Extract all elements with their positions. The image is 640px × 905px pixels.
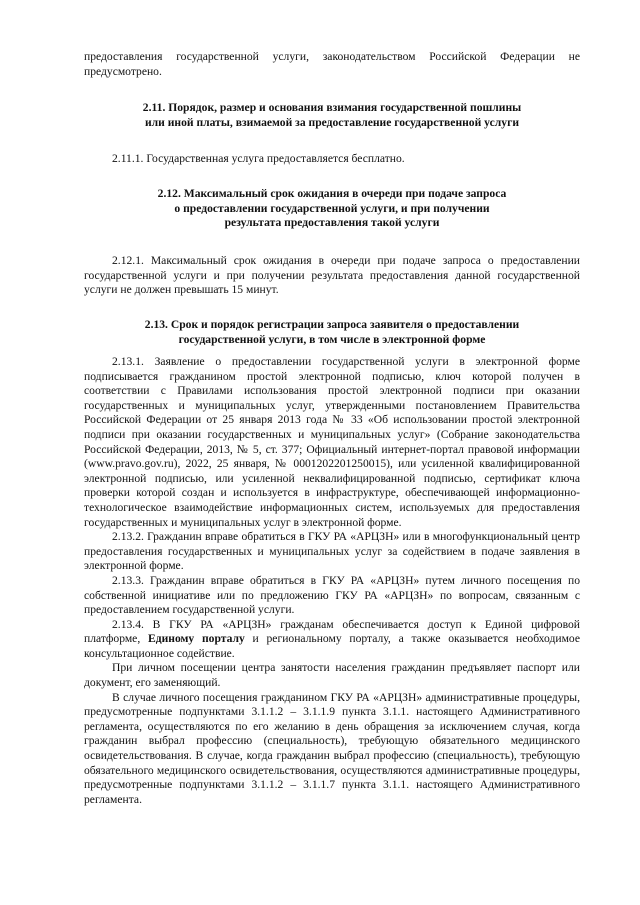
section-2-12-heading-line1: 2.12. Максимальный срок ожидания в очереди при подаче запроса bbox=[157, 187, 507, 200]
paragraph-4-text-start: 2.13.4. В ГКУ РА «АРЦЗН» гражданам обеспечивается доступ к Единой цифровой платформе, bbox=[84, 617, 580, 646]
section-2-13-paragraph-6: В случае личного посещения гражданином ГКУ РА «АРЦЗН» административные процедуры, предусмотренные подпунктами 3.1.1.2 – 3.1.1.9 пункта 3.1.1. настоящего Административного регламента, осуществляются по его желанию в день обращения за исключением случая, когда гражданин выбрал профессию (специальность), требующую обязательного медицинского освидетельствования. В случае, когда гражданин выбрал профессию (специальность), требующую обязательного медицинского освидетельствования, осуществляются административные процедуры, предусмотренные подпунктами 3.1.1.2 – 3.1.1.7 пункта 3.1.1. настоящего Административного регламента. bbox=[84, 690, 580, 806]
paragraph-4-text-end: и региональному порталу, а также оказывается необходимое консультационное содействие. bbox=[84, 632, 580, 660]
section-2-11-heading-line2: или иной платы, взимаемой за предоставление государственной услуги bbox=[144, 115, 520, 129]
section-2-12-heading bbox=[84, 187, 580, 231]
section-2-12-heading-line2: о предоставлении государственной услуги, и при получении bbox=[174, 201, 490, 215]
unified-portal-term: Единому порталу bbox=[147, 632, 245, 646]
section-2-13-paragraph-4 bbox=[84, 618, 580, 662]
section-2-13-heading-line1: 2.13. Срок и порядок регистрации запроса заявителя о предоставлении bbox=[144, 318, 520, 331]
section-2-11-paragraph-1: 2.11.1. Государственная услуга предоставляется бесплатно. bbox=[112, 152, 405, 165]
section-2-13-paragraph-2: 2.13.2. Гражданин вправе обратиться в ГКУ РА «АРЦЗН» или в многофункциональный центр предоставления государственных и муниципальных услуг за содействием в подаче заявления в электронной форме. bbox=[84, 530, 580, 573]
section-2-11-heading-line1: 2.11. Порядок, размер и основания взимания государственной пошлины bbox=[142, 101, 522, 114]
section-2-12-heading-line3: результата предоставления такой услуги bbox=[224, 216, 440, 230]
intro-paragraph: предоставления государственной услуги, законодательством Российской Федерации не предусмотрено. bbox=[84, 50, 580, 78]
section-2-13-body bbox=[84, 355, 580, 807]
section-2-13-paragraph-3: 2.13.3. Гражданин вправе обратиться в ГКУ РА «АРЦЗН» путем личного посещения по собственной инициативе или по предложению ГКУ РА «АРЦЗН» по вопросам, связанным с предоставлением государственной услуги. bbox=[84, 573, 580, 617]
section-2-12-paragraph-1: 2.12.1. Максимальный срок ожидания в очереди при подаче запроса о предоставлении государственной услуги и при получении результата предоставления данной государственной услуги не должен превышать 15 минут. bbox=[84, 254, 580, 297]
section-2-11-heading bbox=[84, 101, 580, 130]
section-2-13-heading bbox=[84, 318, 580, 347]
section-2-13-heading-line2: государственной услуги, в том числе в электронной форме bbox=[178, 332, 486, 346]
section-2-13-paragraph-5: При личном посещении центра занятости населения гражданин предъявляет паспорт или документ, его заменяющий. bbox=[84, 661, 580, 690]
section-2-13-paragraph-1: 2.13.1. Заявление о предоставлении государственной услуги в электронной форме подписывается гражданином простой электронной подписью, ключ которой получен в соответствии с Правилами использования простой электронной подписи при оказании государственных и муниципальных услуг, утвержденными постановлением Правительства Российской Федерации от 25 января 2013 года № 33 «Об использовании простой электронной подписи при оказании государственных и муниципальных услуг» (Собрание законодательства Российской Федерации, 2013, № 5, ст. 377; Официальный интернет-портал правовой информации (www.pravo.gov.ru), 2022, 25 января, № 0001202201250015), или усиленной квалифицированной электронной подписью, или усиленной неквалифицированной подписью, сертификат ключа проверки которой создан и используется в инфраструктуре, обеспечивающей информационно-технологическое взаимодействие информационных систем, используемых для предоставления государственных и муниципальных услуг в электронной форме. bbox=[84, 355, 580, 529]
